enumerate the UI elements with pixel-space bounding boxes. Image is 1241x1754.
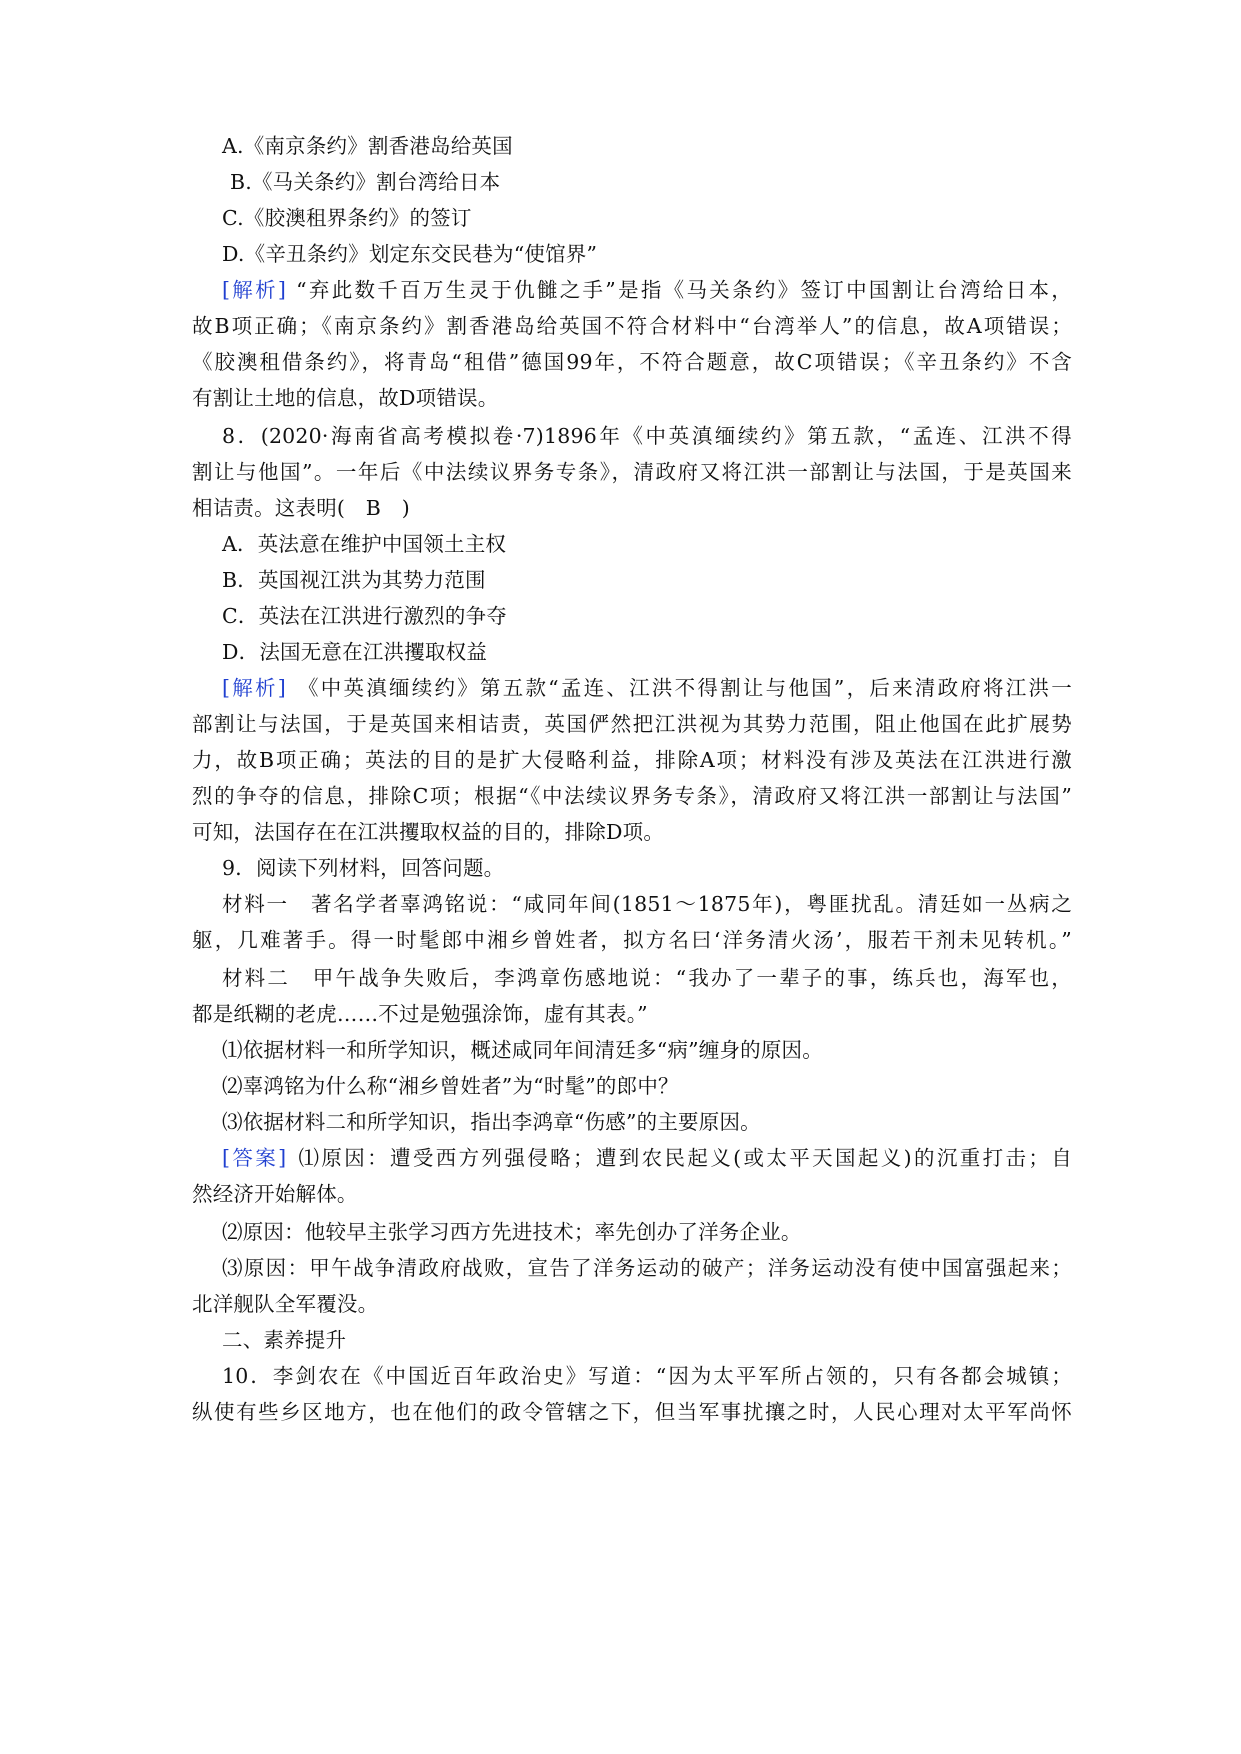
- q8-option-d: D．法国无意在江洪攫取权益: [222, 640, 488, 664]
- section-heading: 二、素养提升: [222, 1328, 347, 1352]
- q8-stem-line-1: 8．(2020·海南省高考模拟卷·7)1896年《中英滇缅续约》第五款，“孟连、江洪不得: [222, 424, 1072, 448]
- q7-option-c: C.《胶澳租界条约》的签订: [222, 206, 472, 230]
- q10-stem-line-1: 10．李剑农在《中国近百年政治史》写道：“因为太平军所占领的，只有各都会城镇；: [222, 1364, 1072, 1388]
- q9-material-2-line-2: 都是纸糊的老虎……不过是勉强涂饰，虚有其表。”: [192, 1002, 648, 1026]
- q9-material-2-line-1: 材料二 甲午战争失败后，李鸿章伤感地说：“我办了一辈子的事，练兵也，海军也，: [222, 966, 1072, 990]
- q9-sub-question-1: ⑴依据材料一和所学知识，概述咸同年间清廷多“病”缠身的原因。: [222, 1038, 823, 1062]
- q9-intro: 9．阅读下列材料，回答问题。: [222, 856, 505, 880]
- analysis-tag: [解析]: [222, 278, 287, 302]
- q9-answer-line-2: 然经济开始解体。: [192, 1182, 358, 1206]
- q9-sub-question-3: ⑶依据材料二和所学知识，指出李鸿章“伤感”的主要原因。: [222, 1110, 761, 1134]
- q8-analysis-line-5: 可知，法国存在在江洪攫取权益的目的，排除D项。: [192, 820, 665, 844]
- q7-analysis-line-2: 故B项正确；《南京条约》割香港岛给英国不符合材料中“台湾举人”的信息，故A项错误；: [192, 314, 1072, 338]
- q8-analysis-line-2: 部割让与法国，于是英国来相诘责，英国俨然把江洪视为其势力范围，阻止他国在此扩展势: [192, 712, 1072, 736]
- q8-stem-line-2: 割让与他国”。一年后《中法续议界务专条》，清政府又将江洪一部割让与法国，于是英国来: [192, 460, 1072, 484]
- answer-tag: [答案]: [222, 1146, 287, 1170]
- q8-option-b: B．英国视江洪为其势力范围: [222, 568, 486, 592]
- q9-answer-3-line-2: 北洋舰队全军覆没。: [192, 1292, 379, 1316]
- q7-option-a: A.《南京条约》割香港岛给英国: [222, 134, 513, 158]
- q8-option-c: C．英法在江洪进行激烈的争夺: [222, 604, 507, 628]
- q7-option-b: B.《马关条约》割台湾给日本: [230, 170, 501, 194]
- q10-stem-line-2: 纵使有些乡区地方，也在他们的政令管辖之下，但当军事扰攘之时，人民心理对太平军尚怀: [192, 1400, 1072, 1424]
- analysis-tag: [解析]: [222, 676, 286, 700]
- q9-sub-question-2: ⑵辜鸿铭为什么称“湘乡曾姓者”为“时髦”的郎中？: [222, 1074, 679, 1098]
- q9-answer-line-1: [答案] ⑴原因：遭受西方列强侵略；遭到农民起义(或太平天国起义)的沉重打击；自: [222, 1146, 1072, 1170]
- q9-answer-2: ⑵原因：他较早主张学习西方先进技术；率先创办了洋务企业。: [222, 1220, 802, 1244]
- q7-analysis-line-4: 有割让土地的信息，故D项错误。: [192, 386, 499, 410]
- q8-analysis-line-3: 力，故B项正确；英法的目的是扩大侵略利益，排除A项；材料没有涉及英法在江洪进行激: [192, 748, 1072, 772]
- q8-option-a: A．英法意在维护中国领土主权: [222, 532, 507, 556]
- q9-material-1-line-1: 材料一 著名学者辜鸿铭说：“咸同年间(1851～1875年)，粤匪扰乱。清廷如一丛病之: [222, 892, 1072, 916]
- q7-analysis-line-3: 《胶澳租借条约》，将青岛“租借”德国99年，不符合题意，故C项错误；《辛丑条约》不含: [192, 350, 1072, 374]
- q7-option-d: D.《辛丑条约》划定东交民巷为“使馆界”: [222, 242, 598, 266]
- q9-answer-3-line-1: ⑶原因：甲午战争清政府战败，宣告了洋务运动的破产；洋务运动没有使中国富强起来；: [222, 1256, 1072, 1280]
- q9-material-1-line-2: 躯，几难著手。得一时髦郎中湘乡曾姓者，拟方名曰‘洋务清火汤’，服若干剂未见转机。”: [192, 928, 1072, 952]
- q8-analysis-line-1: [解析] 《中英滇缅续约》第五款“孟连、江洪不得割让与他国”，后来清政府将江洪一: [222, 676, 1072, 700]
- q7-analysis-line-1: [解析] “弃此数千百万生灵于仇雠之手”是指《马关条约》签订中国割让台湾给日本，: [222, 278, 1072, 302]
- q8-analysis-line-4: 烈的争夺的信息，排除C项；根据“《中法续议界务专条》，清政府又将江洪一部割让与法国”: [192, 784, 1072, 808]
- q8-stem-line-3: 相诘责。这表明( B ): [192, 496, 410, 520]
